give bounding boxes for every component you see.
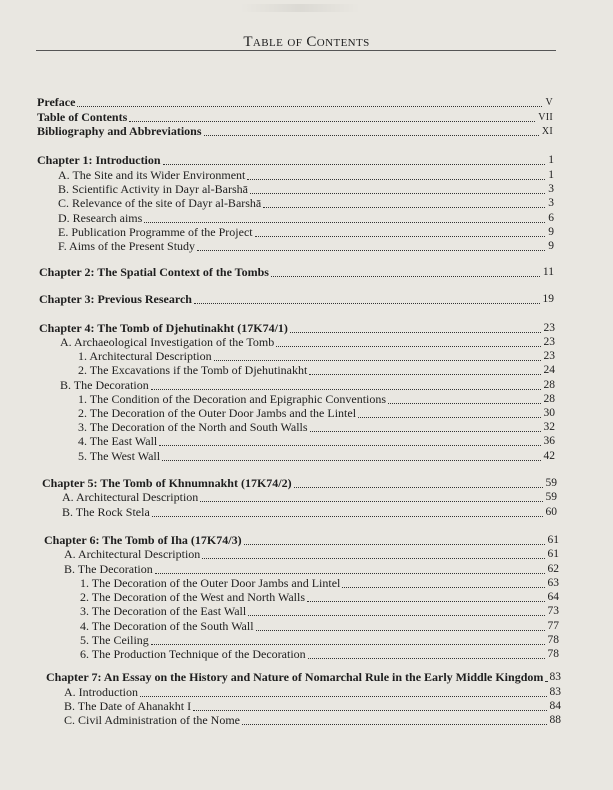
toc-chapter-entry [37, 125, 553, 138]
dot-leader [308, 658, 545, 659]
toc-page-number: 28 [543, 393, 555, 405]
toc-page-number: 1 [548, 154, 554, 166]
dot-leader [250, 193, 545, 194]
toc-entry-label: B. Scientific Activity in Dayr al-Barshā [58, 182, 248, 196]
toc-chapter-entry [44, 534, 559, 547]
toc-page-number: 59 [545, 491, 557, 503]
dot-leader [77, 106, 542, 107]
dot-leader [255, 236, 546, 237]
toc-page-number: 6 [548, 212, 554, 224]
toc-entry-label: B. The Decoration [64, 562, 153, 576]
toc-page-number: 28 [543, 379, 555, 391]
toc-section-entry [62, 506, 557, 519]
dot-leader [276, 346, 540, 347]
dot-leader [194, 303, 540, 304]
toc-page-number: 32 [543, 421, 555, 433]
header-rule [36, 50, 556, 51]
toc-entry-label: 3. The Decoration of the East Wall [80, 604, 247, 618]
dot-leader [271, 276, 540, 277]
toc-entry-label: A. Archaeological Investigation of the Tomb [60, 335, 275, 349]
toc-section-entry [78, 393, 555, 406]
toc-section-entry [80, 577, 559, 590]
toc-entry-label: Chapter 5: The Tomb of Khnumnakht (17K74/2) [42, 476, 292, 490]
toc-page-number: 61 [547, 534, 559, 546]
toc-entry-label: 3. The Decoration of the North and South Walls [78, 420, 308, 434]
toc-page-number: 23 [543, 350, 555, 362]
dot-leader [193, 710, 546, 711]
toc-page-number: 78 [547, 634, 559, 646]
toc-section-entry [64, 714, 561, 727]
dot-leader [151, 644, 545, 645]
toc-page-number: 36 [543, 435, 555, 447]
dot-leader [155, 573, 545, 574]
dot-leader [256, 630, 545, 631]
toc-section-entry [78, 435, 555, 448]
toc-entry-label: Chapter 2: The Spatial Context of the Tombs [39, 265, 269, 279]
toc-chapter-entry [39, 266, 554, 279]
toc-entry-label: 2. The Decoration of the West and North Walls [80, 590, 306, 604]
dot-leader [309, 374, 540, 375]
toc-section-entry [64, 700, 561, 713]
toc-page-number: 83 [549, 686, 561, 698]
toc-chapter-entry [46, 671, 561, 684]
dot-leader [144, 222, 545, 223]
toc-entry-label: 5. The Ceiling [80, 633, 149, 647]
toc-page-number: 9 [548, 240, 554, 252]
toc-entry-label: 4. The Decoration of the South Wall [80, 619, 254, 633]
toc-page-number: 78 [547, 648, 559, 660]
toc-section-entry [58, 197, 554, 210]
toc-entry-label: 6. The Production Technique of the Decoration [80, 647, 306, 661]
toc-entry-label: Chapter 7: An Essay on the History and Nature of Nomarchal Rule in the Early Middle Kingdom [46, 670, 544, 684]
toc-page-number: 73 [547, 605, 559, 617]
toc-section-entry [64, 563, 559, 576]
toc-entry-label: 1. The Condition of the Decoration and Epigraphic Conventions [78, 392, 387, 406]
dot-leader [294, 487, 543, 488]
toc-page-number: 84 [549, 700, 561, 712]
toc-entry-label: Table of Contents [37, 110, 128, 124]
toc-chapter-entry [37, 111, 553, 124]
toc-entry-label: Chapter 1: Introduction [37, 153, 161, 167]
toc-page-number: 9 [548, 226, 554, 238]
dot-leader [151, 389, 541, 390]
toc-page-number: 77 [547, 620, 559, 632]
toc-entry-label: F. Aims of the Present Study [58, 239, 196, 253]
toc-chapter-entry [37, 154, 554, 167]
dot-leader [159, 445, 540, 446]
dot-leader [152, 516, 543, 517]
toc-section-entry [58, 226, 554, 239]
toc-page-number: 3 [548, 197, 554, 209]
dot-leader [140, 696, 547, 697]
toc-entry-label: A. Introduction [64, 685, 138, 699]
toc-page-number: V [545, 97, 553, 108]
toc-entry-label: A. The Site and its Wider Environment [58, 168, 246, 182]
toc-entry-label: B. The Rock Stela [62, 505, 150, 519]
dot-leader [307, 601, 544, 602]
toc-section-entry [64, 548, 559, 561]
toc-section-entry [78, 450, 555, 463]
toc-page-number: 30 [543, 407, 555, 419]
toc-entry-label: D. Research aims [58, 211, 143, 225]
toc-section-entry [62, 491, 557, 504]
toc-entry-label: Bibliography and Abbreviations [37, 124, 202, 138]
dot-leader [163, 164, 546, 165]
toc-section-entry [80, 634, 559, 647]
toc-section-entry [80, 605, 559, 618]
toc-page-number: 64 [547, 591, 559, 603]
dot-leader [290, 332, 541, 333]
dot-leader [162, 460, 540, 461]
toc-section-entry [58, 212, 554, 225]
toc-page-number: 23 [543, 322, 555, 334]
toc-section-entry [80, 591, 559, 604]
dot-leader [342, 587, 544, 588]
toc-page-number: 11 [542, 266, 554, 278]
toc-entry-label: E. Publication Programme of the Project [58, 225, 253, 239]
toc-entry-label: C. Relevance of the site of Dayr al-Barshā [58, 196, 262, 210]
dot-leader [310, 431, 541, 432]
toc-chapter-entry [39, 322, 555, 335]
dot-leader [244, 544, 545, 545]
toc-chapter-entry [37, 96, 553, 109]
toc-page-number: 88 [549, 714, 561, 726]
toc-section-entry [78, 421, 555, 434]
toc-page-number: 60 [545, 506, 557, 518]
toc-page-number: 3 [548, 183, 554, 195]
toc-section-entry [78, 350, 555, 363]
toc-section-entry [64, 686, 561, 699]
toc-entry-label: Chapter 4: The Tomb of Djehutinakht (17K74/1) [39, 321, 288, 335]
toc-section-entry [80, 620, 559, 633]
dot-leader [358, 417, 540, 418]
toc-section-entry [58, 183, 554, 196]
toc-section-entry [58, 169, 554, 182]
toc-entry-label: 2. The Excavations if the Tomb of Djehutinakht [78, 363, 308, 377]
toc-page-number: 61 [547, 548, 559, 560]
dot-leader [242, 724, 547, 725]
toc-entry-label: B. The Decoration [60, 378, 149, 392]
dot-leader [247, 179, 545, 180]
dot-leader [214, 360, 541, 361]
dot-leader [388, 403, 540, 404]
toc-page-number: 1 [548, 169, 554, 181]
bleed-through-shadow [240, 4, 360, 12]
toc-section-entry [60, 379, 555, 392]
dot-leader [197, 250, 545, 251]
toc-page-number: 42 [543, 450, 555, 462]
toc-page-number: 23 [543, 336, 555, 348]
toc-entry-label: 4. The East Wall [78, 434, 158, 448]
toc-chapter-entry [39, 293, 554, 306]
toc-section-entry [78, 407, 555, 420]
page-title: Table of Contents [243, 34, 370, 50]
toc-page-number: XI [541, 126, 553, 137]
toc-page-number: 83 [549, 671, 561, 683]
dot-leader [204, 135, 539, 136]
toc-page-number: 62 [547, 563, 559, 575]
toc-page-number: 19 [542, 293, 554, 305]
toc-entry-label: A. Architectural Description [62, 490, 199, 504]
toc-entry-label: 5. The West Wall [78, 449, 161, 463]
toc-entry-label: 1. The Decoration of the Outer Door Jambs and Lintel [80, 576, 341, 590]
toc-section-entry [80, 648, 559, 661]
toc-entry-label: Chapter 6: The Tomb of Iha (17K74/3) [44, 533, 242, 547]
toc-entry-label: Preface [37, 95, 76, 109]
toc-page-number: 59 [545, 477, 557, 489]
toc-page-number: 24 [543, 364, 555, 376]
dot-leader [129, 121, 535, 122]
toc-section-entry [58, 240, 554, 253]
toc-entry-label: 1. Architectural Description [78, 349, 212, 363]
toc-section-entry [78, 364, 555, 377]
dot-leader [202, 558, 544, 559]
toc-chapter-entry [42, 477, 557, 490]
toc-page-number: VII [538, 112, 553, 123]
dot-leader [545, 681, 546, 682]
toc-entry-label: C. Civil Administration of the Nome [64, 713, 240, 727]
toc-page-number: 63 [547, 577, 559, 589]
dot-leader [200, 501, 542, 502]
toc-entry-label: Chapter 3: Previous Research [39, 292, 192, 306]
toc-section-entry [60, 336, 555, 349]
dot-leader [263, 207, 545, 208]
toc-entry-label: 2. The Decoration of the Outer Door Jambs and the Lintel [78, 406, 357, 420]
dot-leader [248, 615, 544, 616]
toc-entry-label: B. The Date of Ahanakht I [64, 699, 192, 713]
toc-entry-label: A. Architectural Description [64, 547, 201, 561]
